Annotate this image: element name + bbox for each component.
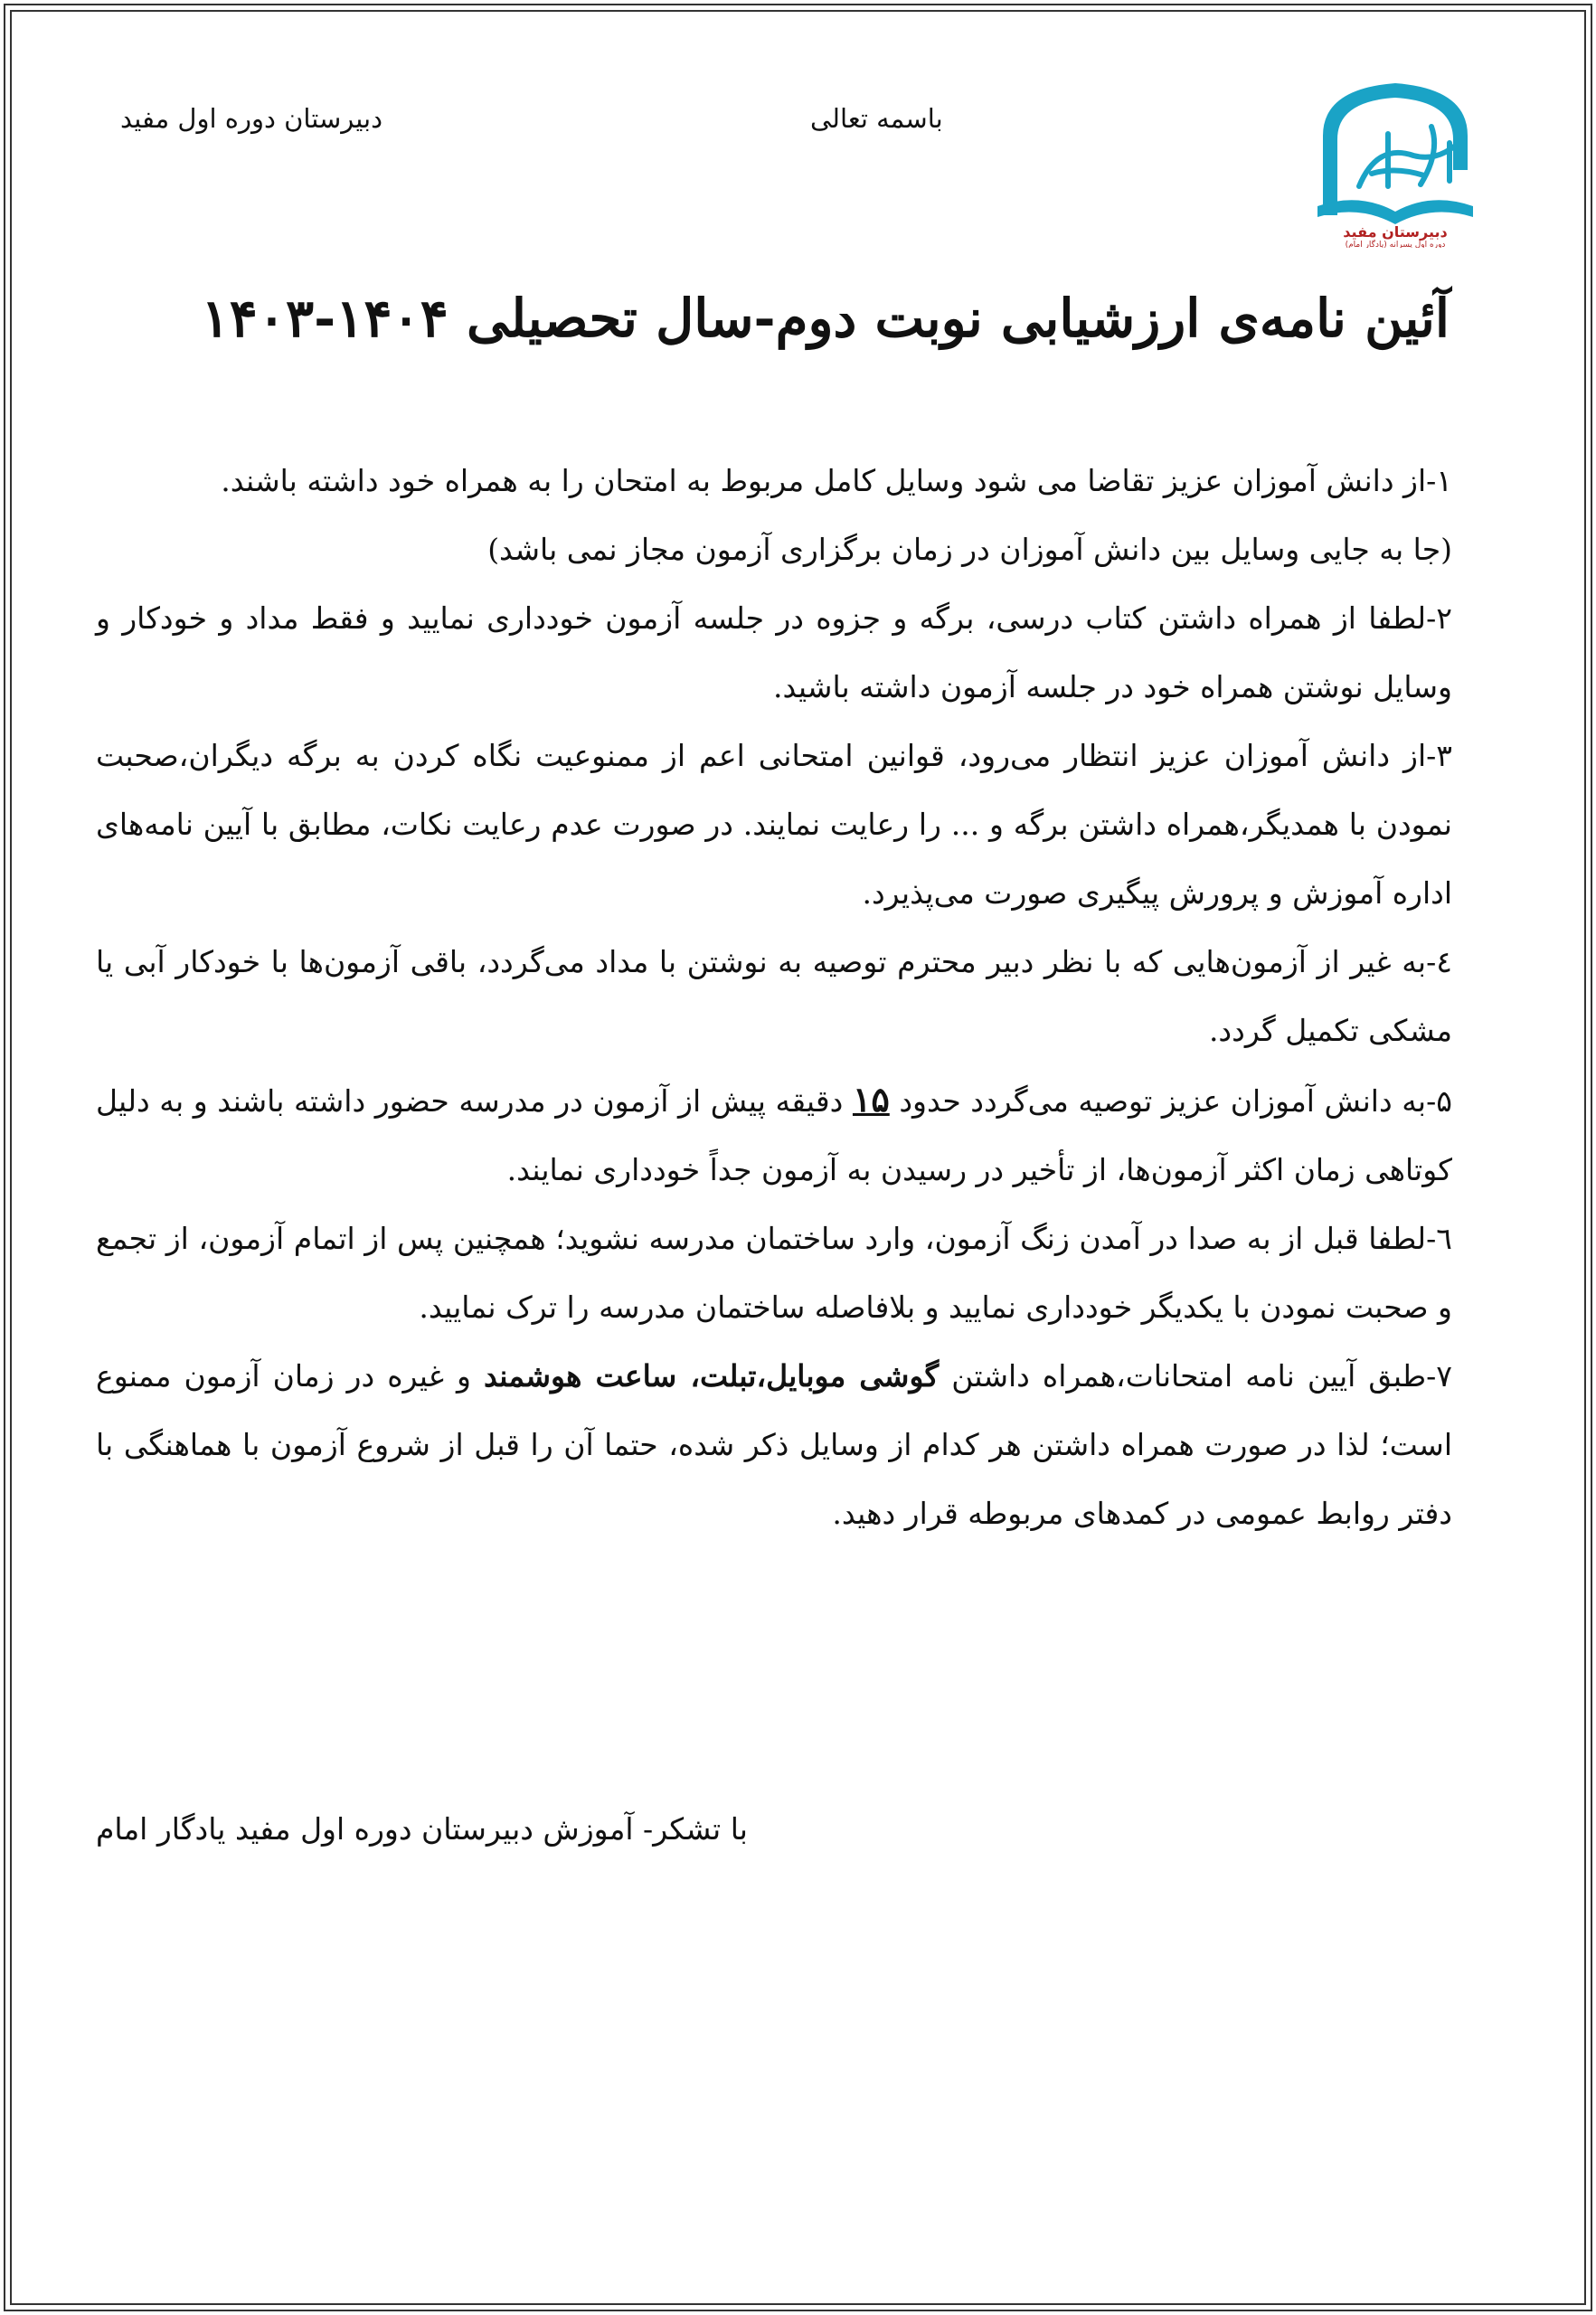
regulation-item-3: ۳-از دانش آموزان عزیز انتظار می‌رود، قوانین امتحانی اعم از ممنوعیت نگاه کردن به برگه دیگران،صحبت نمودن با همدیگر،همراه داشتن برگه و ... را رعایت نمایند. در صورت عدم رعایت نکات، مطابق با آیین نامه‌های اداره آموزش و پرورش پیگیری صورت می‌پذیرد. [96,738,1452,911]
school-logo-icon [1305,80,1486,248]
logo-script [1359,127,1464,186]
regulation-item-5 [96,1065,1452,1205]
regulation-item-1 [96,447,1452,584]
regulation-item-7-after: و غیره در زمان آزمون ممنوع است؛ لذا در صورت همراه داشتن هر کدام از وسایل ذکر شده، حتما آن را قبل از شروع آزمون با هماهنگی با دفتر روابط عمومی در کمدهای مربوطه قرار دهید. [96,1358,1452,1531]
regulation-item-7-before: ۷-طبق آیین نامه امتحانات،همراه داشتن [951,1358,1452,1394]
regulation-item-7-devices: گوشی موبایل،تبلت، ساعت هوشمند [483,1358,940,1394]
regulation-item-2: ۲-لطفا از همراه داشتن کتاب درسی، برگه و جزوه در جلسه آزمون خودداری نمایید و فقط مداد و خودکار و وسایل نوشتن همراه خود در جلسه آزمون داشته باشید. [96,600,1452,704]
logo-caption-1: دبیرستان مفید [1343,223,1448,241]
regulation-item-1-line-1: ۱-از دانش آموزان عزیز تقاضا می شود وسایل کامل مربوط به امتحان را به همراه خود داشته باشند. [221,463,1452,498]
regulation-item-4: ٤-به غیر از آزمون‌هایی که با نظر دبیر محترم توصیه به نوشتن با مداد می‌گردد، باقی آزمون‌ها با خودکار آبی یا مشکی تکمیل گردد. [96,944,1452,1048]
invocation: باسمه تعالی [810,103,943,134]
document-title: آئین نامه‌ی ارزشیابی نوبت دوم-سال تحصیلی ۱۴۰۴-۱۴۰۳ [201,288,1450,349]
regulation-item-5-minutes: ۱۵ [852,1079,890,1120]
logo-book [1317,200,1473,224]
regulation-item-1-line-2: (جا به جایی وسایل بین دانش آموزان در زمان برگزاری آزمون مجاز نمی باشد) [487,532,1452,567]
school-name: دبیرستان دوره اول مفید [120,103,382,134]
closing-signature: با تشکر- آموزش دبیرستان دوره اول مفید یادگار امام [96,1811,748,1847]
regulations-body [96,447,1452,1548]
logo-caption-2: دوره اول پسرانه (یادگار امام) [1345,241,1446,248]
regulation-item-6: ٦-لطفا قبل از به صدا در آمدن زنگ آزمون، وارد ساختمان مدرسه نشوید؛ همچنین پس از اتمام آزمون، از تجمع و صحبت نمودن با یکدیگر خودداری نمایید و بلافاصله ساختمان مدرسه را ترک نمایید. [96,1221,1452,1325]
regulation-item-5-after: دقیقه پیش از آزمون در مدرسه حضور داشته باشند و به دلیل کوتاهی زمان اکثر آزمون‌ها، از تأخیر در رسیدن به آزمون جداً خودداری نمایند. [96,1083,1452,1187]
regulation-item-5-before: ۵-به دانش آموزان عزیز توصیه می‌گردد حدود [899,1083,1452,1119]
regulation-item-7 [96,1342,1452,1548]
